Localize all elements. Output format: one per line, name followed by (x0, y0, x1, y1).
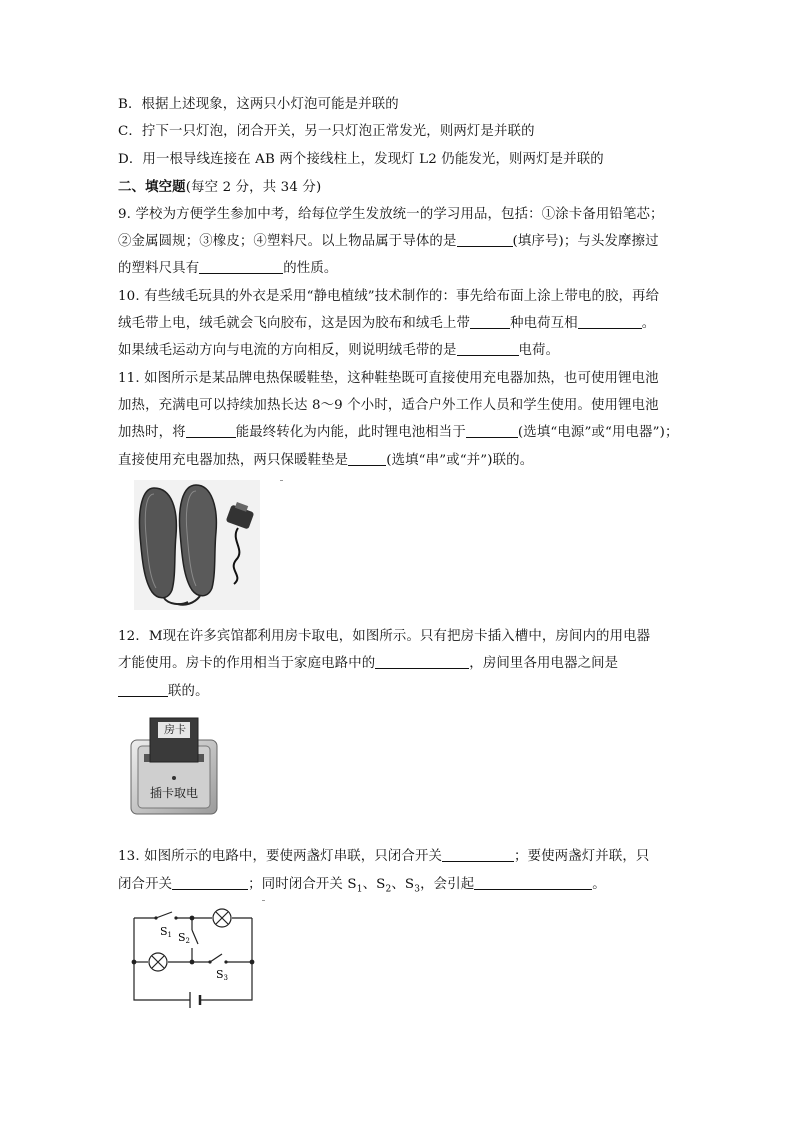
junction-dot (190, 960, 195, 965)
q13-text: 、S (362, 877, 386, 892)
q10-text: 。 (641, 316, 656, 331)
label-s2: S2 (178, 931, 191, 945)
switch-contact (174, 916, 177, 919)
switch-contact (208, 960, 211, 963)
subscript: 1 (356, 884, 363, 895)
label-s1: S1 (160, 925, 173, 939)
q11-line-4 (118, 451, 533, 471)
answer-blank[interactable] (199, 259, 283, 274)
wire (200, 918, 252, 1000)
q11-text: 直接使用充电器加热，两只保暖鞋垫是 (118, 453, 349, 468)
q11-line-1: 11. 如图所示是某品牌电热保暖鞋垫，这种鞋垫既可直接使用充电器加热，也可使用锂电池 (118, 371, 659, 386)
q9-line-1: 9. 学校为方便学生参加中考，给每位学生发放统一的学习用品，包括：①涂卡备用铅笔芯； (118, 207, 664, 222)
switch-contact (154, 916, 157, 919)
switch-s1 (156, 912, 172, 918)
q11-text: (选填“电源”或“用电器”)； (517, 425, 679, 440)
q13-text: ；同时闭合开关 S (248, 877, 357, 892)
lamp-top (213, 909, 231, 927)
q11-text: 加热时，将 (118, 425, 186, 440)
q10-line-3 (118, 341, 559, 361)
switch-s2 (192, 930, 198, 944)
q9-text: 的性质。 (283, 261, 338, 276)
key-card-switch-figure (130, 716, 218, 816)
option-b: B．根据上述现象，这两只小灯泡可能是并联的 (118, 97, 399, 112)
answer-blank[interactable] (118, 682, 168, 697)
battery (190, 992, 200, 1008)
q12-text: 联的。 (168, 684, 209, 699)
answer-blank[interactable] (578, 314, 642, 329)
heated-insole-figure (134, 480, 260, 610)
q9-text: (填序号)；与头发摩擦过 (512, 234, 659, 249)
answer-blank[interactable] (186, 423, 236, 438)
q11-line-3 (118, 423, 679, 443)
switch-contact (224, 960, 227, 963)
q12-line-3 (118, 682, 209, 702)
q12-line-1: 12．M现在许多宾馆都利用房卡取电，如图所示。只有把房卡插入槽中，房间内的用电器 (118, 629, 651, 644)
q13-text: 。 (592, 877, 606, 892)
q11-line-2: 加热，充满电可以持续加热长达 8～9 个小时，适合户外工作人员和学生使用。使用锂电池 (118, 398, 659, 413)
q9-text: ②金属圆规；③橡皮；④塑料尺。以上物品属于导体的是 (118, 234, 457, 249)
lamp-left (149, 953, 167, 971)
junction-dot (190, 916, 195, 921)
q13-line-1 (118, 847, 649, 867)
circuit-diagram (126, 900, 266, 1010)
option-c: C．拧下一只灯泡，闭合开关，另一只灯泡正常发光，则两灯是并联的 (118, 124, 535, 139)
section-title: 二、填空题 (118, 179, 186, 195)
q12-line-2 (118, 654, 618, 674)
q13-text: 13. 如图所示的电路中，要使两盏灯串联，只闭合开关 (118, 849, 443, 864)
answer-blank[interactable] (470, 314, 510, 329)
q9-line-2 (118, 232, 659, 252)
q12-text: ，房间里各用电器之间是 (469, 656, 619, 671)
q13-text: 、S (391, 877, 415, 892)
section-heading (118, 177, 321, 198)
q10-line-1: 10. 有些绒毛玩具的外衣是采用“静电植绒”技术制作的：事先给布面上涂上带电的胶，再给 (118, 289, 660, 304)
q9-text: 的塑料尺具有 (118, 261, 200, 276)
junction-dot (250, 960, 255, 965)
subscript: 3 (414, 884, 421, 895)
q13-line-2 (118, 875, 606, 900)
q13-text: ；要使两盏灯并联，只 (514, 849, 650, 864)
q9-line-3 (118, 259, 337, 279)
figure-mark (262, 900, 265, 901)
q11-text: (选填“串”或“并”)联的。 (386, 453, 534, 468)
answer-blank[interactable] (375, 654, 469, 669)
q10-text: 电荷。 (518, 343, 560, 358)
label-s3: S3 (216, 968, 229, 982)
answer-blank[interactable] (457, 232, 513, 247)
q13-text: 闭合开关 (118, 877, 173, 892)
answer-blank[interactable] (466, 423, 518, 438)
answer-blank[interactable] (442, 847, 514, 862)
answer-blank[interactable] (172, 875, 248, 890)
answer-blank[interactable] (457, 341, 519, 356)
q13-text: ，会引起 (420, 877, 475, 892)
switch-s3 (210, 954, 222, 962)
q10-line-2 (118, 314, 655, 334)
q12-text: 才能使用。房卡的作用相当于家庭电路中的 (118, 656, 376, 671)
slot-label: 插卡取电 (149, 786, 198, 800)
q10-text: 如果绒毛运动方向与电流的方向相反，则说明绒毛带的是 (118, 343, 457, 358)
subscript: 2 (385, 884, 392, 895)
answer-blank[interactable] (348, 451, 386, 466)
q11-text: 能最终转化为内能，此时锂电池相当于 (235, 425, 466, 440)
section-note: (每空 2 分，共 34 分) (185, 180, 322, 195)
figure-mark (280, 480, 283, 481)
junction-dot (132, 960, 137, 965)
answer-blank[interactable] (474, 875, 592, 890)
q10-text: 绒毛带上电，绒毛就会飞向胶布，这是因为胶布和绒毛上带 (118, 316, 471, 331)
q10-text: 种电荷互相 (510, 316, 578, 331)
card-label: 房卡 (164, 723, 186, 736)
option-d: D．用一根导线连接在 AB 两个接线柱上，发现灯 L2 仍能发光，则两灯是并联的 (118, 152, 604, 167)
